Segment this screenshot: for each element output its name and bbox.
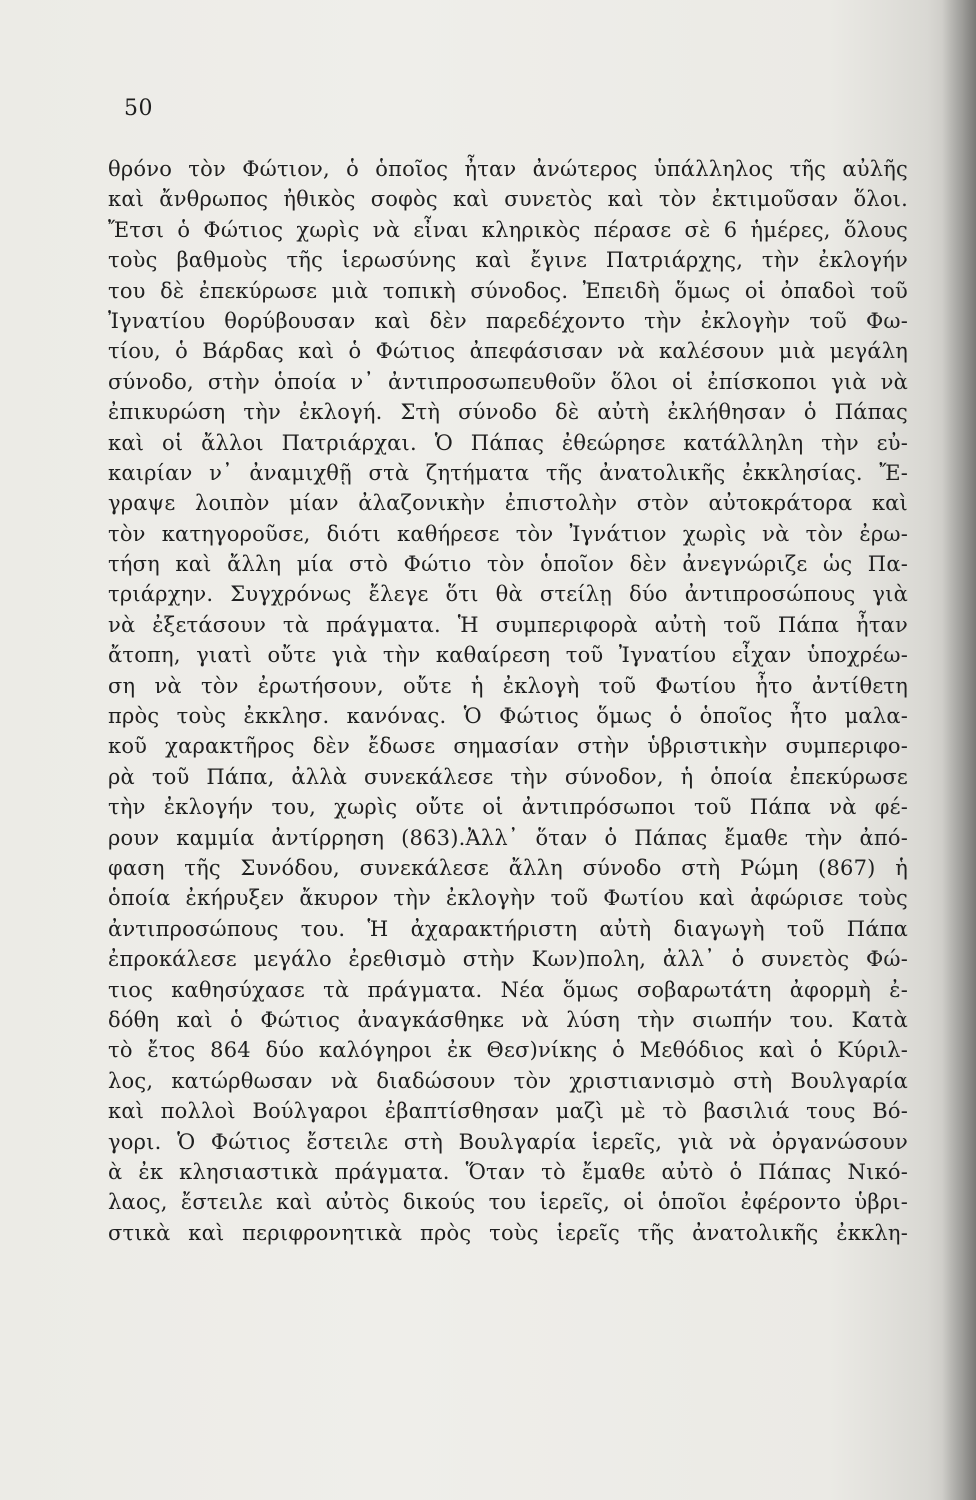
text-line: τοὺς βαθμοὺς τῆς ἱερωσύνης καὶ ἔγινε Πατριάρχης, τὴν ἐκλογήν — [108, 248, 908, 273]
text-line: καὶ πολλοὶ Βούλγαροι ἐβαπτίσθησαν μαζὶ μὲ τὸ βασιλιά τους Βό- — [108, 1099, 908, 1124]
text-line: λαος, ἔστειλε καὶ αὐτὸς δικούς του ἱερεῖς, οἱ ὁποῖοι ἐφέροντο ὑβρι- — [108, 1190, 908, 1215]
page-number: 50 — [124, 96, 153, 121]
text-line: γραψε λοιπὸν μίαν ἀλαζονικὴν ἐπιστολὴν στὸν αὐτοκράτορα καὶ — [108, 491, 908, 516]
text-line: ἐπροκάλεσε μεγάλο ἐρεθισμὸ στὴν Κων)πολη, ἀλλ᾽ ὁ συνετὸς Φώ- — [108, 947, 908, 972]
text-line: λος, κατώρθωσαν νὰ διαδώσουν τὸν χριστιανισμὸ στὴ Βουλγαρία — [108, 1068, 908, 1093]
text-line: πρὸς τοὺς ἐκκλησ. κανόνας. Ὁ Φώτιος ὅμως ὁ ὁποῖος ἦτο μαλα- — [108, 704, 908, 729]
text-line: καὶ οἱ ἄλλοι Πατριάρχαι. Ὁ Πάπας ἐθεώρησε κατάλληλη τὴν εὐ- — [108, 430, 908, 455]
text-line: ρὰ τοῦ Πάπα, ἀλλὰ συνεκάλεσε τὴν σύνοδον, ἡ ὁποία ἐπεκύρωσε — [108, 764, 908, 789]
text-line: τὸν κατηγοροῦσε, διότι καθήρεσε τὸν Ἰγνάτιον χωρὶς νὰ τὸν ἐρω- — [108, 521, 908, 546]
text-line: Ἔτσι ὁ Φώτιος χωρὶς νὰ εἶναι κληρικὸς πέρασε σὲ 6 ἡμέρες, ὅλους — [108, 217, 908, 242]
text-line: φαση τῆς Συνόδου, συνεκάλεσε ἄλλη σύνοδο στὴ Ρώμη (867) ἡ — [108, 855, 908, 880]
text-line: νὰ ἐξετάσουν τὰ πράγματα. Ἡ συμπεριφορὰ αὐτὴ τοῦ Πάπα ἦταν — [108, 612, 908, 637]
text-line: τίου, ὁ Βάρδας καὶ ὁ Φώτιος ἀπεφάσισαν νὰ καλέσουν μιὰ μεγάλη — [108, 339, 908, 364]
text-line: τὸ ἔτος 864 δύο καλόγηροι ἐκ Θεσ)νίκης ὁ Μεθόδιος καὶ ὁ Κύριλ- — [108, 1038, 908, 1063]
text-line: ἐπικυρώση τὴν ἐκλογή. Στὴ σύνοδο δὲ αὐτὴ ἐκλήθησαν ὁ Πάπας — [108, 400, 908, 425]
text-line: γορι. Ὁ Φώτιος ἔστειλε στὴ Βουλγαρία ἱερεῖς, γιὰ νὰ ὀργανώσουν — [108, 1129, 908, 1154]
text-line: θρόνο τὸν Φώτιον, ὁ ὁποῖος ἦταν ἀνώτερος ὑπάλληλος τῆς αὐλῆς — [108, 157, 908, 181]
text-line: σύνοδο, στὴν ὁποία ν᾽ ἀντιπροσωπευθοῦν ὅλοι οἱ ἐπίσκοποι γιὰ νὰ — [108, 369, 908, 394]
text-line: τιος καθησύχασε τὰ πράγματα. Νέα ὅμως σοβαρωτάτη ἀφορμὴ ἐ- — [108, 977, 908, 1002]
text-line: ση νὰ τὸν ἐρωτήσουν, οὔτε ἡ ἐκλογὴ τοῦ Φωτίου ἦτο ἀντίθετη — [108, 673, 908, 698]
text-line: κοῦ χαρακτῆρος δὲν ἔδωσε σημασίαν στὴν ὑβριστικὴν συμπεριφο- — [108, 734, 908, 759]
text-line: ὁποία ἐκήρυξεν ἄκυρον τὴν ἐκλογὴν τοῦ Φωτίου καὶ ἀφώρισε τοὺς — [108, 886, 908, 911]
text-line: ἀντιπροσώπους του. Ἡ ἀχαρακτήριστη αὐτὴ διαγωγὴ τοῦ Πάπα — [108, 916, 908, 941]
text-line: δόθη καὶ ὁ Φώτιος ἀναγκάσθηκε νὰ λύση τὴν σιωπήν του. Κατὰ — [108, 1007, 908, 1032]
text-line: τριάρχην. Συγχρόνως ἔλεγε ὅτι θὰ στείλῃ δύο ἀντιπροσώπους γιὰ — [108, 582, 908, 607]
text-line: στικὰ καὶ περιφρονητικὰ πρὸς τοὺς ἱερεῖς τῆς ἀνατολικῆς ἐκκλη- — [108, 1220, 908, 1245]
body-text — [108, 154, 908, 1248]
text-line: του δὲ ἐπεκύρωσε μιὰ τοπικὴ σύνοδος. Ἐπειδὴ ὅμως οἱ ὀπαδοὶ τοῦ — [108, 278, 908, 303]
text-line: ἄτοπη, γιατὶ οὔτε γιὰ τὴν καθαίρεση τοῦ Ἰγνατίου εἶχαν ὑποχρέω- — [108, 643, 908, 668]
text-line: καὶ ἄνθρωπος ἠθικὸς σοφὸς καὶ συνετὸς καὶ τὸν ἐκτιμοῦσαν ὅλοι. — [108, 187, 908, 212]
text-line: τήση καὶ ἄλλη μία στὸ Φώτιο τὸν ὁποῖον δὲν ἀνεγνώριζε ὡς Πα- — [108, 552, 908, 577]
text-line: ρουν καμμία ἀντίρρηση (863).Ἀλλ᾽ ὅταν ὁ Πάπας ἔμαθε τὴν ἀπό- — [108, 825, 908, 850]
text-line: καιρίαν ν᾽ ἀναμιχθῇ στὰ ζητήματα τῆς ἀνατολικῆς ἐκκλησίας. Ἔ- — [108, 460, 908, 485]
text-line: Ἰγνατίου θορύβουσαν καὶ δὲν παρεδέχοντο τὴν ἐκλογὴν τοῦ Φω- — [108, 308, 908, 333]
binding-shadow — [942, 0, 976, 1500]
text-line: τὴν ἐκλογήν του, χωρὶς οὔτε οἱ ἀντιπρόσωποι τοῦ Πάπα νὰ φέ- — [108, 795, 908, 820]
text-line: ὰ ἐκ κλησιαστικὰ πράγματα. Ὅταν τὸ ἔμαθε αὐτὸ ὁ Πάπας Νικό- — [108, 1159, 908, 1184]
